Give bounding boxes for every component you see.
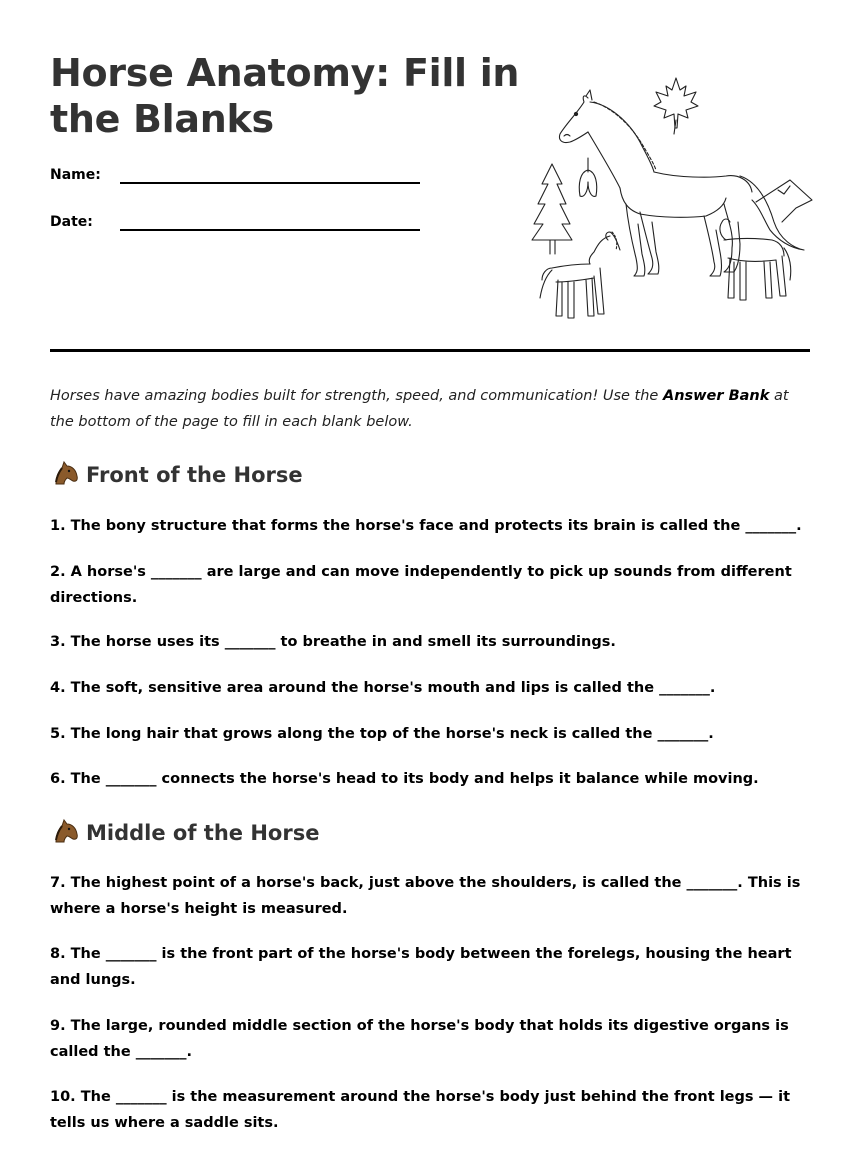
answer-bank-reference: Answer Bank xyxy=(662,388,770,404)
date-label: Date: xyxy=(50,214,93,230)
question-2: 2. A horse's _______ are large and can move independently to pick up sounds from different directions. xyxy=(50,564,792,606)
date-field xyxy=(50,212,430,242)
worksheet-title: Horse Anatomy: Fill in the Blanks xyxy=(50,51,520,141)
question-4: 4. The soft, sensitive area around the horse's mouth and lips is called the _______. xyxy=(50,680,716,696)
question-10: 10. The _______ is the measurement around the horse's body just behind the front legs — it tells us where a saddle sits. xyxy=(50,1089,791,1131)
horse-illustration xyxy=(528,72,818,322)
date-blank-line[interactable] xyxy=(120,229,420,231)
lungs-icon xyxy=(579,158,596,196)
section-title-middle: Middle of the Horse xyxy=(86,821,320,845)
question-5: 5. The long hair that grows along the top of the horse's neck is called the _______. xyxy=(50,726,714,742)
header-divider xyxy=(50,349,810,352)
instructions-part-1: Horses have amazing bodies built for strength, speed, and communication! Use the xyxy=(50,388,663,404)
instructions-part-2: at the bottom of the page to fill in each blank below. xyxy=(50,388,789,430)
section-heading-middle xyxy=(50,818,319,848)
instructions-text xyxy=(50,383,810,435)
question-9: 9. The large, rounded middle section of the horse's body that holds its digestive organs is called the _______. xyxy=(50,1018,789,1060)
section-title-front: Front of the Horse xyxy=(86,463,303,487)
question-1: 1. The bony structure that forms the horse's face and protects its brain is called the _______. xyxy=(50,518,802,534)
maple-leaf-icon xyxy=(654,78,698,134)
foal-drawing xyxy=(540,232,620,318)
horse-icon xyxy=(50,460,80,486)
name-blank-line[interactable] xyxy=(120,182,420,184)
name-label: Name: xyxy=(50,167,101,183)
question-6: 6. The _______ connects the horse's head to its body and helps it balance while moving. xyxy=(50,771,759,787)
name-field xyxy=(50,165,430,195)
pine-tree-icon xyxy=(532,164,572,254)
section-heading-front xyxy=(50,460,303,490)
question-3: 3. The horse uses its _______ to breathe in and smell its surroundings. xyxy=(50,634,616,650)
question-7: 7. The highest point of a horse's back, just above the shoulders, is called the _______. This is where a horse's height is measured. xyxy=(50,875,801,917)
question-8: 8. The _______ is the front part of the horse's body between the forelegs, housing the heart and lungs. xyxy=(50,946,792,988)
mountains-icon xyxy=(756,180,812,222)
horse-icon xyxy=(50,818,80,844)
